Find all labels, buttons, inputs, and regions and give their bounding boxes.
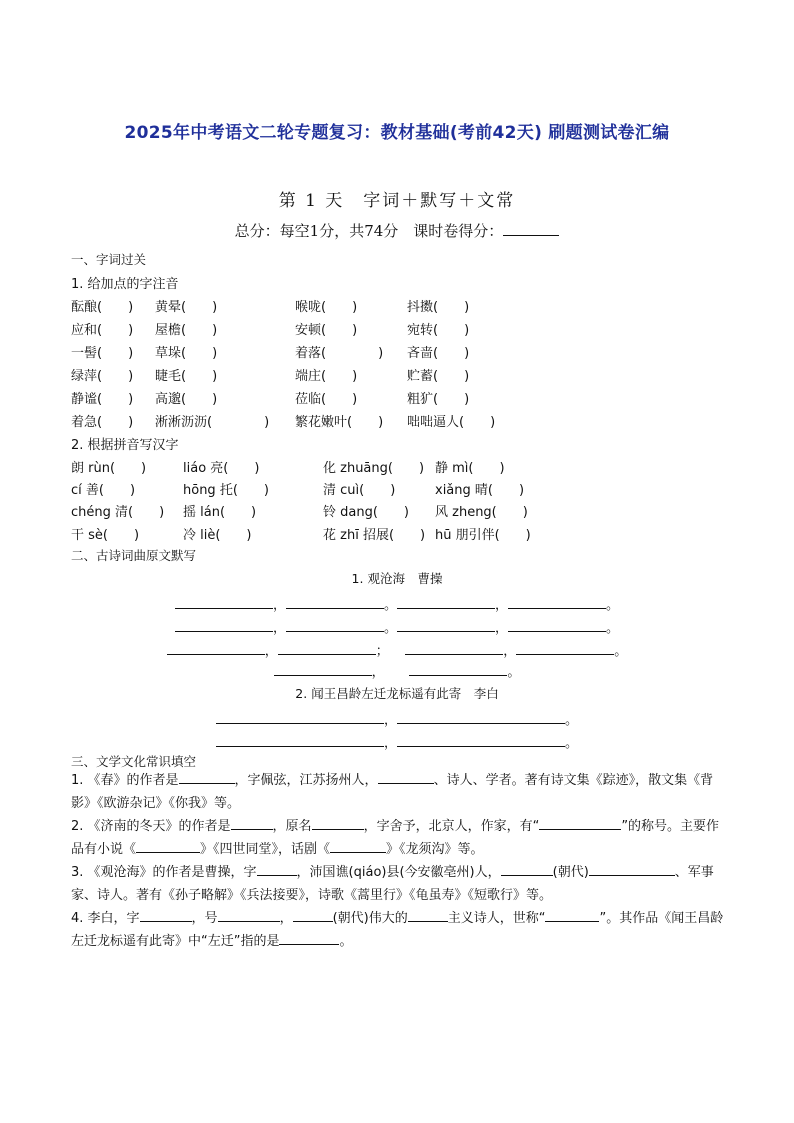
section2-heading: 二、古诗词曲原文默写 — [71, 548, 197, 563]
poem1-line-1: ， 。 ， 。 — [0, 594, 794, 613]
answer-blank[interactable] — [408, 908, 448, 922]
q2-cell[interactable]: chéng 清( ) — [71, 505, 165, 520]
q2-cell[interactable]: 化 zhuāng( ) — [323, 461, 425, 476]
q1-cell[interactable]: 抖擞( ) — [407, 300, 470, 315]
answer-blank[interactable] — [279, 931, 339, 945]
q2-cell[interactable]: 干 sè( ) — [71, 528, 140, 543]
poem-blank[interactable] — [216, 733, 384, 747]
q1-cell[interactable]: 酝酿( ) — [71, 300, 134, 315]
score-line — [0, 220, 794, 241]
q1-cell[interactable]: 应和( ) — [71, 323, 134, 338]
q1-cell[interactable]: 着落( ) — [295, 346, 384, 361]
answer-blank[interactable] — [545, 908, 599, 922]
poem1-title: 1. 观沧海 曹操 — [351, 571, 443, 586]
answer-blank[interactable] — [257, 862, 297, 876]
poem-blank[interactable] — [167, 641, 265, 655]
q2-cell[interactable]: xiǎng 晴( ) — [435, 483, 525, 498]
q1-cell[interactable]: 粗犷( ) — [407, 392, 470, 407]
poem-blank[interactable] — [405, 641, 503, 655]
poem-blank[interactable] — [409, 662, 507, 676]
q1-title: 1. 给加点的字注音 — [71, 277, 179, 292]
poem-blank[interactable] — [286, 595, 384, 609]
section3-heading: 三、文学文化常识填空 — [71, 754, 197, 769]
answer-blank[interactable] — [312, 816, 364, 830]
answer-blank[interactable] — [293, 908, 333, 922]
score-blank[interactable] — [503, 221, 559, 236]
q1-cell[interactable]: 宛转( ) — [407, 323, 470, 338]
answer-blank[interactable] — [589, 862, 675, 876]
poem1-line-4: ， 。 — [0, 661, 794, 680]
q1-cell[interactable]: 繁花嫩叶( ) — [295, 415, 384, 430]
poem2-line-2: ， 。 — [0, 732, 794, 751]
poem-blank[interactable] — [278, 641, 376, 655]
q1-cell[interactable]: 贮蓄( ) — [407, 369, 470, 384]
answer-blank[interactable] — [501, 862, 553, 876]
poem-blank[interactable] — [175, 618, 273, 632]
section1-heading: 一、字词过关 — [71, 252, 147, 267]
q1-cell[interactable]: 草垛( ) — [155, 346, 218, 361]
q1-cell[interactable]: 高邈( ) — [155, 392, 218, 407]
q2-title: 2. 根据拼音写汉字 — [71, 438, 179, 453]
q1-cell[interactable]: 睫毛( ) — [155, 369, 218, 384]
lit-q2: 2. 《济南的冬天》的作者是 ，原名 ，字舍予，北京人，作家，有“ ”的称号。主要作品有小说《 》《四世同堂》，话剧《 》《龙须沟》等。 — [71, 815, 725, 861]
q1-cell[interactable]: 屋檐( ) — [155, 323, 218, 338]
q1-cell[interactable]: 安顿( ) — [295, 323, 358, 338]
answer-blank[interactable] — [179, 770, 235, 784]
answer-blank[interactable] — [218, 908, 280, 922]
q1-cell[interactable]: 吝啬( ) — [407, 346, 470, 361]
q2-cell[interactable]: 静 mì( ) — [435, 461, 505, 476]
poem-blank[interactable] — [516, 641, 614, 655]
lit-q4: 4. 李白，字 ，号 ， (朝代)伟大的 主义诗人，世称“ ”。其作品《闻王昌龄左迁龙标遥有此寄》中“左迁”指的是 。 — [71, 907, 725, 953]
poem2-title: 2. 闻王昌龄左迁龙标遥有此寄 李白 — [295, 686, 499, 701]
poem-blank[interactable] — [397, 733, 565, 747]
q2-cell[interactable]: 清 cuì( ) — [323, 483, 396, 498]
poem2-line-1: ， 。 — [0, 709, 794, 728]
q1-cell[interactable]: 莅临( ) — [295, 392, 358, 407]
lit-q3: 3. 《观沧海》的作者是曹操，字 ，沛国谯(qiáo)县(今安徽亳州)人， (朝代) 、军事家、诗人。著有《孙子略解》《兵法接要》，诗歌《蒿里行》《龟虽寿》《短歌行》等。 — [71, 861, 725, 907]
answer-blank[interactable] — [539, 816, 621, 830]
page-title: 2025年中考语文二轮专题复习：教材基础(考前42天) 刷题测试卷汇编 — [124, 123, 670, 143]
answer-blank[interactable] — [136, 839, 200, 853]
q2-cell[interactable]: 风 zheng( ) — [435, 505, 528, 520]
q2-cell[interactable]: 朗 rùn( ) — [71, 461, 147, 476]
poem-blank[interactable] — [175, 595, 273, 609]
poem-blank[interactable] — [397, 618, 495, 632]
q1-cell[interactable]: 端庄( ) — [295, 369, 358, 384]
answer-blank[interactable] — [378, 770, 434, 784]
q2-cell[interactable]: 铃 dang( ) — [323, 505, 409, 520]
poem1-line-3: ， ； ， 。 — [0, 640, 794, 659]
poem-blank[interactable] — [397, 595, 495, 609]
poem-blank[interactable] — [508, 618, 606, 632]
q1-cell[interactable]: 咄咄逼人( ) — [407, 415, 496, 430]
q2-cell[interactable]: 花 zhī 招展( ) — [323, 528, 426, 543]
poem1-line-2: ， 。 ， 。 — [0, 617, 794, 636]
answer-blank[interactable] — [140, 908, 192, 922]
poem-blank[interactable] — [274, 662, 372, 676]
poem-blank[interactable] — [286, 618, 384, 632]
q1-cell[interactable]: 黄晕( ) — [155, 300, 218, 315]
poem-blank[interactable] — [508, 595, 606, 609]
q2-cell[interactable]: liáo 亮( ) — [183, 461, 260, 476]
score-text: 总分：每空1分，共74分 课时卷得分： — [234, 222, 504, 240]
q1-cell[interactable]: 淅淅沥沥( ) — [155, 415, 270, 430]
poem-blank[interactable] — [397, 710, 565, 724]
q1-cell[interactable]: 着急( ) — [71, 415, 134, 430]
q2-cell[interactable]: hū 朋引伴( ) — [435, 528, 531, 543]
day-title: 第 1 天 字词＋默写＋文常 — [278, 191, 516, 211]
answer-blank[interactable] — [231, 816, 273, 830]
q2-cell[interactable]: 冷 liè( ) — [183, 528, 252, 543]
lit-q1: 1. 《春》的作者是 ，字佩弦，江苏扬州人， 、诗人、学者。著有诗文集《踪迹》，散文集《背影》《欧游杂记》《你我》等。 — [71, 769, 725, 815]
q2-cell[interactable]: hōng 托( ) — [183, 483, 269, 498]
q1-cell[interactable]: 绿萍( ) — [71, 369, 134, 384]
answer-blank[interactable] — [330, 839, 386, 853]
q2-cell[interactable]: cí 善( ) — [71, 483, 136, 498]
poem-blank[interactable] — [216, 710, 384, 724]
q1-cell[interactable]: 喉咙( ) — [295, 300, 358, 315]
q2-cell[interactable]: 摇 lán( ) — [183, 505, 257, 520]
q1-cell[interactable]: 静谧( ) — [71, 392, 134, 407]
q1-cell[interactable]: 一髻( ) — [71, 346, 134, 361]
